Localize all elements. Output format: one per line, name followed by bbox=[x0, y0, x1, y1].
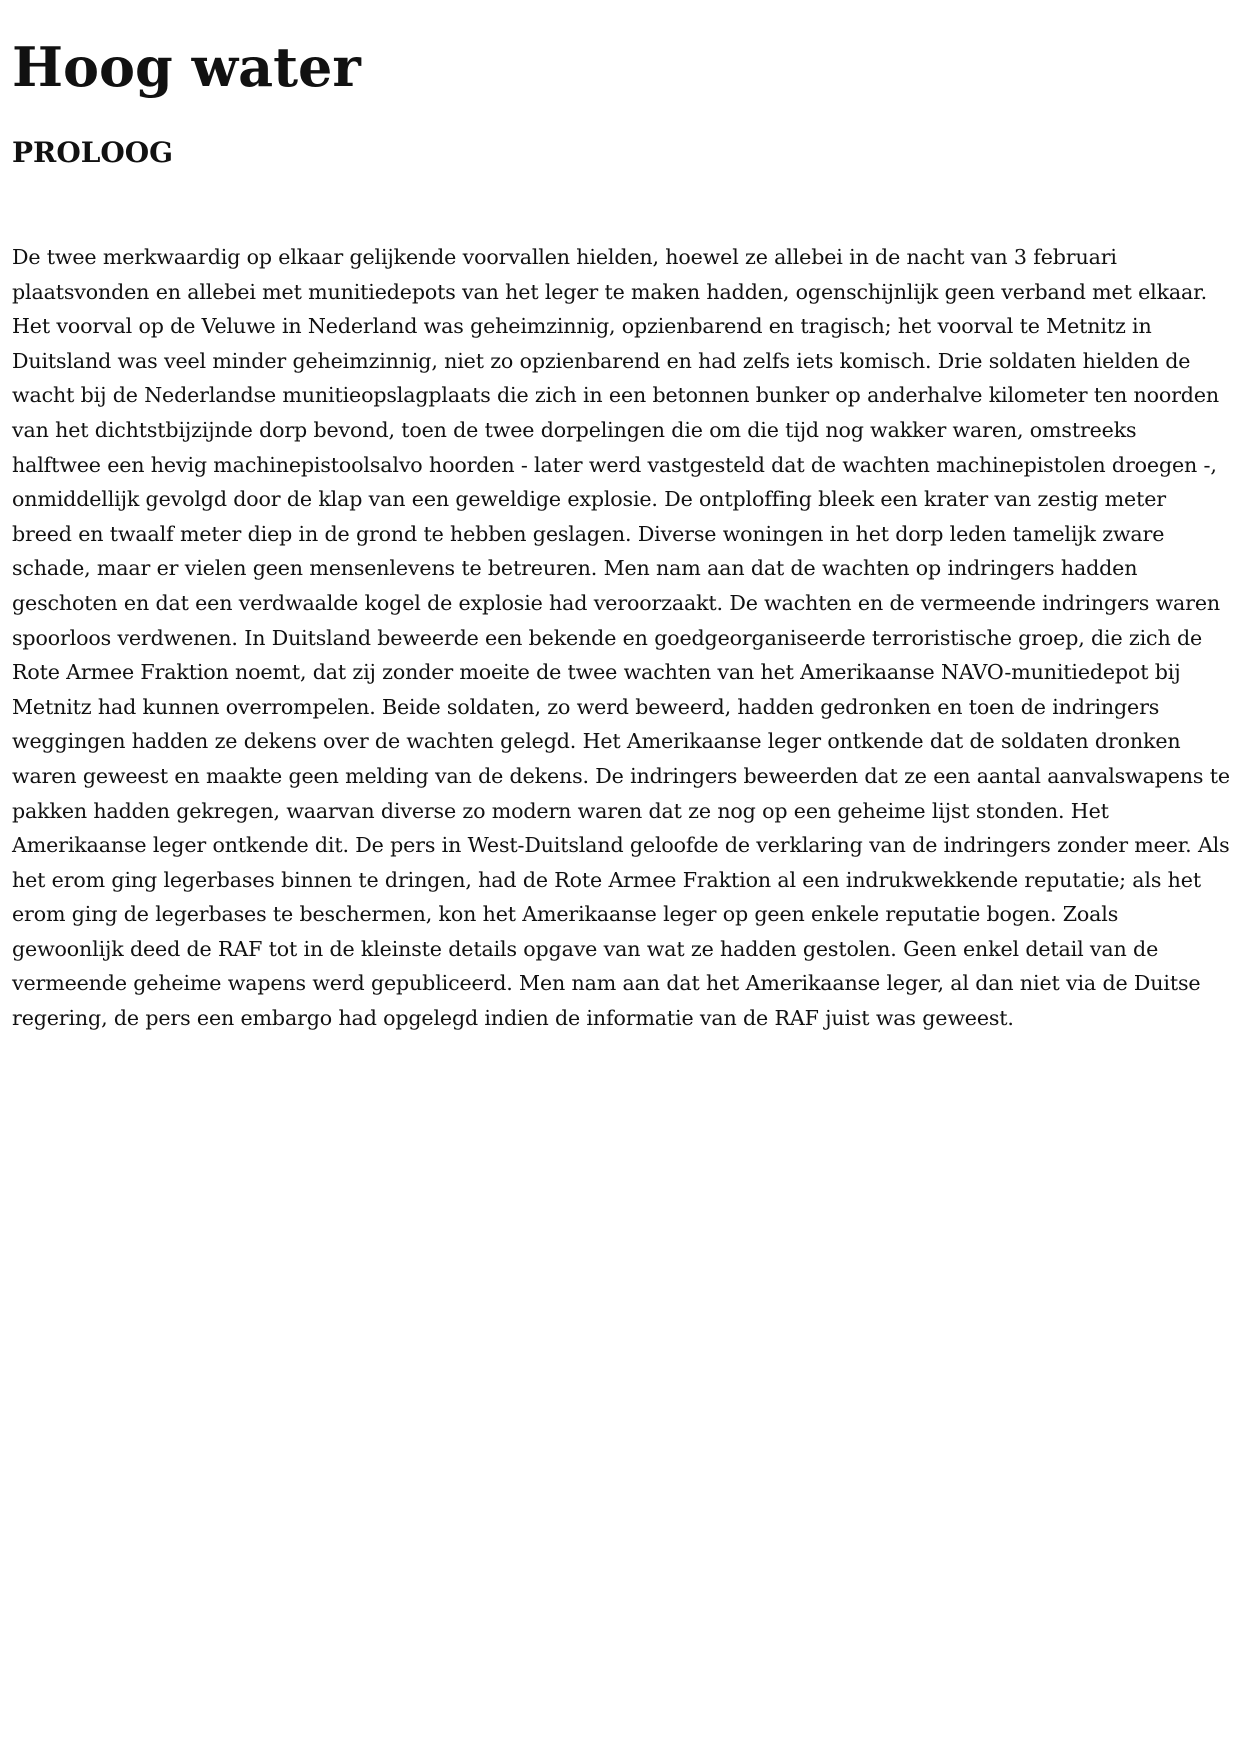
body-paragraph: De twee merkwaardig op elkaar gelijkende voorvallen hielden, hoewel ze allebei in de nacht van 3 februari plaatsvonden en allebei met munitiedepots van het leger te maken hadden, ogenschijnlijk geen verband met elkaar. Het voorval op de Veluwe in Nederland was geheimzinnig, opzienbarend en tragisch; het voorval te Metnitz in Duitsland was veel minder geheimzinnig, niet zo opzienbarend en had zelfs iets komisch. Drie soldaten hielden de wacht bij de Nederlandse munitieopslagplaats die zich in een betonnen bunker op anderhalve kilometer ten noorden van het dichtstbijzijnde dorp bevond, toen de twee dorpelingen die om die tijd nog wakker waren, omstreeks halftwee een hevig machinepistoolsalvo hoorden - later werd vastgesteld dat de wachten machinepistolen droegen -, onmiddellijk gevolgd door de klap van een geweldige explosie. De ontploffing bleek een krater van zestig meter breed en twaalf meter diep in de grond te hebben geslagen. Diverse woningen in het dorp leden tamelijk zware schade, maar er vielen geen mensenlevens te betreuren. Men nam aan dat de wachten op indringers hadden geschoten en dat een verdwaalde kogel de explosie had veroorzaakt. De wachten en de vermeende indringers waren spoorloos verdwenen. In Duitsland beweerde een bekende en goedgeorganiseerde terroristische groep, die zich de Rote Armee Fraktion noemt, dat zij zonder moeite de twee wachten van het Amerikaanse NAVO-munitiedepot bij Metnitz had kunnen overrompelen. Beide soldaten, zo werd beweerd, hadden gedronken en toen de indringers weggingen hadden ze dekens over de wachten gelegd. Het Amerikaanse leger ontkende dat de soldaten dronken waren geweest en maakte geen melding van de dekens. De indringers beweerden dat ze een aantal aanvalswapens te pakken hadden gekregen, waarvan diverse zo modern waren dat ze nog op een geheime lijst stonden. Het Amerikaanse leger ontkende dit. De pers in West-Duitsland geloofde de verklaring van de indringers zonder meer. Als het erom ging legerbases binnen te dringen, had de Rote Armee Fraktion al een indrukwekkende reputatie; als het erom ging de legerbases te beschermen, kon het Amerikaanse leger op geen enkele reputatie bogen. Zoals gewoonlijk deed de RAF tot in de kleinste details opgave van wat ze hadden gestolen. Geen enkel detail van de vermeende geheime wapens werd gepubliceerd. Men nam aan dat het Amerikaanse leger, al dan niet via de Duitse regering, de pers een embargo had opgelegd indien de informatie van de RAF juist was geweest. bbox=[12, 245, 1230, 1031]
document-page bbox=[12, 0, 1230, 1031]
chapter-heading: PROLOOG bbox=[12, 136, 174, 169]
document-title: Hoog water bbox=[12, 35, 361, 99]
